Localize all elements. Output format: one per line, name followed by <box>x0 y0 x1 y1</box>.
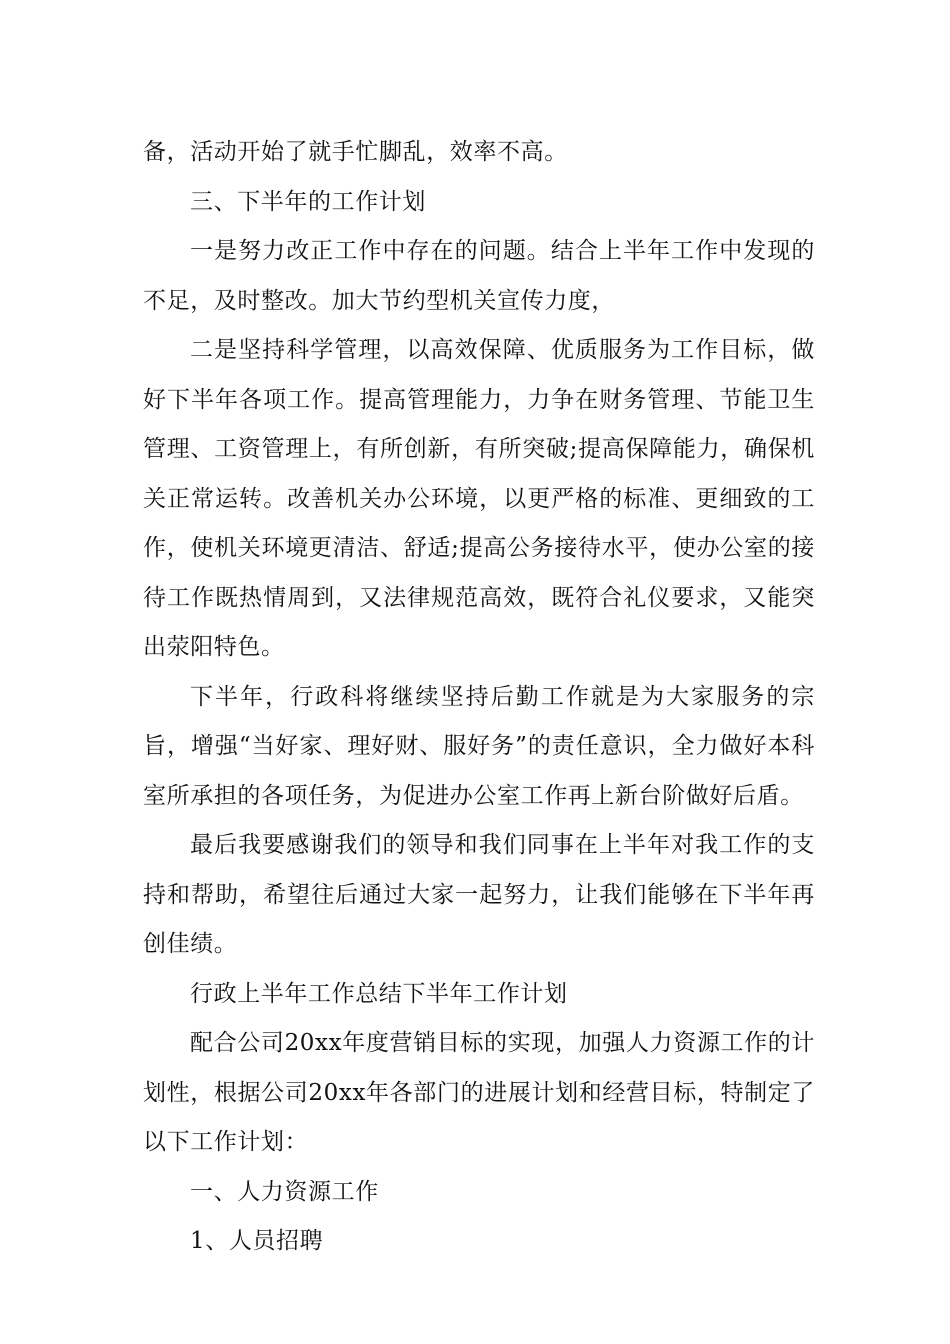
document-title: 行政上半年工作总结下半年工作计划 <box>190 980 568 1007</box>
paragraph-second-half: 下半年，行政科将继续坚持后勤工作就是为大家服务的宗旨，增强“当好家、理好财、服好务”的责任意识，全力做好本科室所承担的各项任务，为促进办公室工作再上新台阶做好后盾。 <box>143 683 815 809</box>
paragraph-item-two: 二是坚持科学管理，以高效保障、优质服务为工作目标，做好下半年各项工作。提高管理能力，力争在财务管理、节能卫生管理、工资管理上，有所创新，有所突破;提高保障能力，确保机关正常运转。改善机关办公环境，以更严格的标准、更细致的工作，使机关环境更清洁、舒适;提高公务接待水平，使办公室的接待工作既热情周到，又法律规范高效，既符合礼仪要求，又能突出荥阳特色。 <box>143 337 815 660</box>
paragraph-item-one: 一是努力改正工作中存在的问题。结合上半年工作中发现的不足，及时整改。加大节约型机关宣传力度， <box>143 238 815 314</box>
section-heading-plan: 三、下半年的工作计划 <box>190 188 426 215</box>
paragraph-continuation: 备，活动开始了就手忙脚乱，效率不高。 <box>143 139 568 165</box>
section-heading-hr: 一、人力资源工作 <box>190 1178 379 1205</box>
paragraph-intro: 配合公司20xx年度营销目标的实现，加强人力资源工作的计划性，根据公司20xx年各部门的进展计划和经营目标，特制定了以下工作计划： <box>143 1030 815 1155</box>
document-body <box>143 128 815 1267</box>
subsection-heading-recruitment: 1、人员招聘 <box>190 1228 324 1254</box>
paragraph-thanks: 最后我要感谢我们的领导和我们同事在上半年对我工作的支持和帮助，希望往后通过大家一起努力，让我们能够在下半年再创佳绩。 <box>143 832 815 957</box>
